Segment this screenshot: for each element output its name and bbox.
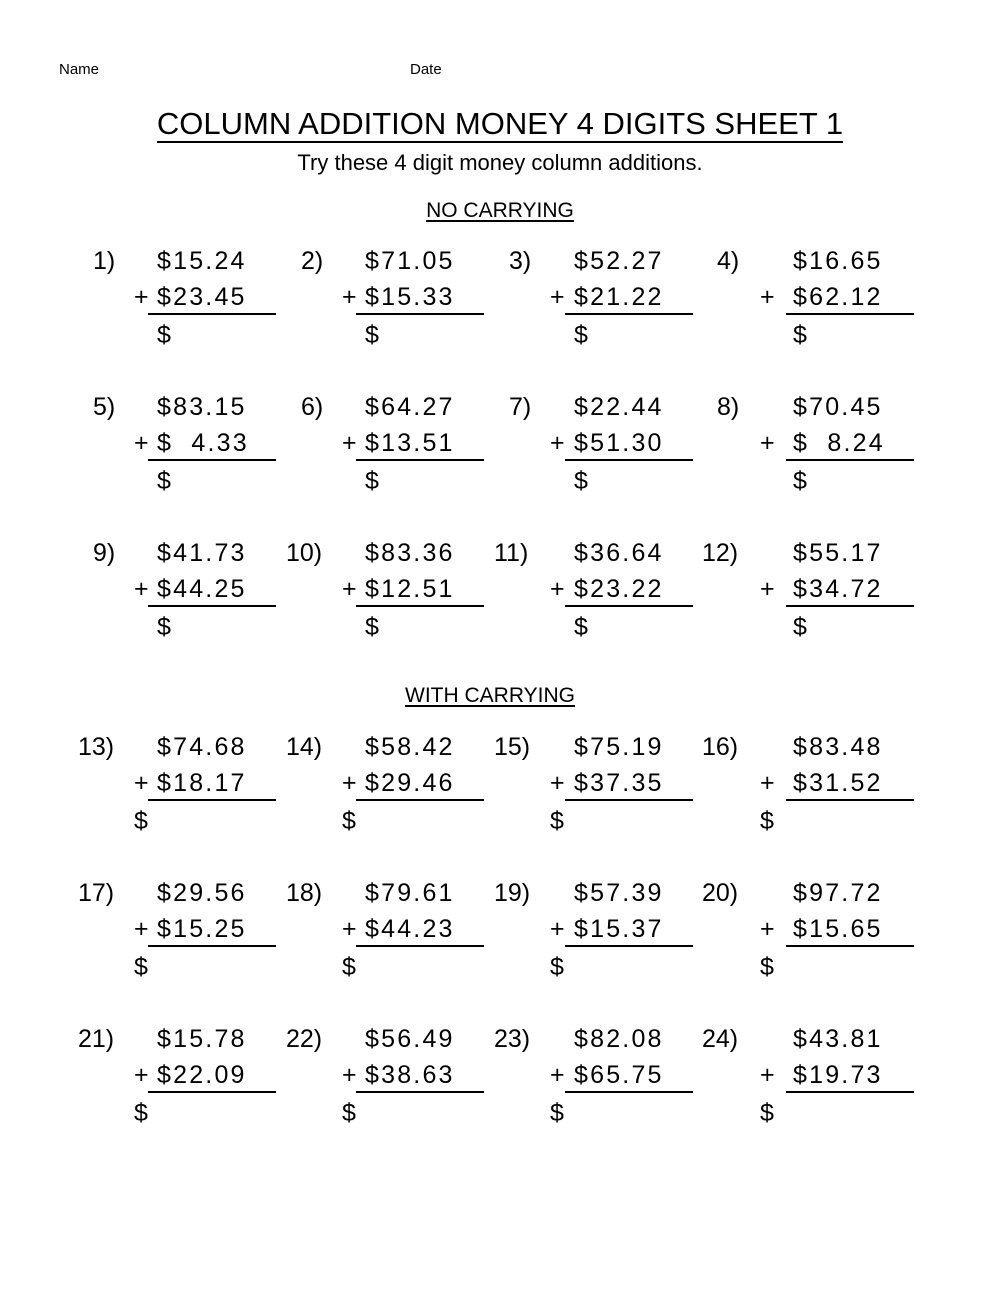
addend-bottom: $15.37 (574, 915, 664, 943)
answer-dollar-sign: $ (574, 321, 588, 349)
problem-number: 23) (494, 1025, 531, 1053)
answer-dollar-sign: $ (550, 1099, 564, 1127)
problem-number: 1) (93, 247, 116, 275)
addend-bottom: $22.09 (157, 1061, 247, 1089)
addend-bottom: $13.51 (365, 429, 455, 457)
answer-line (786, 605, 914, 607)
plus-sign: + (760, 283, 775, 311)
addend-bottom: $37.35 (574, 769, 664, 797)
plus-sign: + (134, 915, 149, 943)
plus-sign: + (134, 1061, 149, 1089)
answer-line (148, 459, 276, 461)
addend-bottom: $18.17 (157, 769, 247, 797)
addend-bottom: $34.72 (793, 575, 883, 603)
addend-bottom: $29.46 (365, 769, 455, 797)
addend-top: $75.19 (574, 733, 664, 761)
answer-line (148, 945, 276, 947)
answer-line (356, 799, 484, 801)
problem-number: 2) (301, 247, 324, 275)
problem-number: 10) (286, 539, 323, 567)
answer-dollar-sign: $ (365, 467, 379, 495)
plus-sign: + (134, 283, 149, 311)
problem-number: 19) (494, 879, 531, 907)
addend-top: $43.81 (793, 1025, 883, 1053)
answer-dollar-sign: $ (760, 807, 774, 835)
answer-line (565, 605, 693, 607)
answer-dollar-sign: $ (574, 467, 588, 495)
answer-line (786, 459, 914, 461)
problem-number: 12) (702, 539, 739, 567)
answer-dollar-sign: $ (793, 321, 807, 349)
answer-dollar-sign: $ (157, 467, 171, 495)
answer-line (356, 313, 484, 315)
problem-number: 24) (702, 1025, 739, 1053)
addend-bottom: $15.33 (365, 283, 455, 311)
answer-line (786, 799, 914, 801)
addend-top: $22.44 (574, 393, 664, 421)
addend-top: $29.56 (157, 879, 247, 907)
addend-bottom: $51.30 (574, 429, 664, 457)
answer-line (148, 605, 276, 607)
answer-line (565, 459, 693, 461)
plus-sign: + (342, 1061, 357, 1089)
answer-dollar-sign: $ (760, 1099, 774, 1127)
addend-bottom: $15.25 (157, 915, 247, 943)
addend-top: $97.72 (793, 879, 883, 907)
answer-dollar-sign: $ (760, 953, 774, 981)
addend-bottom: $62.12 (793, 283, 883, 311)
addend-top: $15.24 (157, 247, 247, 275)
answer-line (356, 1091, 484, 1093)
name-label: Name (59, 61, 100, 78)
section-heading-no-carrying: NO CARRYING (426, 199, 574, 222)
section-heading-with-carrying: WITH CARRYING (405, 684, 575, 707)
addend-top: $70.45 (793, 393, 883, 421)
answer-line (148, 799, 276, 801)
addend-top: $82.08 (574, 1025, 664, 1053)
problem-number: 9) (93, 539, 116, 567)
answer-line (565, 799, 693, 801)
addend-top: $52.27 (574, 247, 664, 275)
answer-dollar-sign: $ (157, 613, 171, 641)
answer-line (565, 313, 693, 315)
plus-sign: + (134, 429, 149, 457)
problem-number: 20) (702, 879, 739, 907)
problem-number: 21) (78, 1025, 115, 1053)
addend-top: $55.17 (793, 539, 883, 567)
plus-sign: + (550, 1061, 565, 1089)
addend-top: $74.68 (157, 733, 247, 761)
plus-sign: + (550, 915, 565, 943)
answer-dollar-sign: $ (550, 807, 564, 835)
plus-sign: + (760, 1061, 775, 1089)
page-title: COLUMN ADDITION MONEY 4 DIGITS SHEET 1 (156, 106, 844, 141)
plus-sign: + (342, 429, 357, 457)
plus-sign: + (550, 283, 565, 311)
answer-dollar-sign: $ (574, 613, 588, 641)
answer-line (148, 1091, 276, 1093)
addend-bottom: $38.63 (365, 1061, 455, 1089)
plus-sign: + (760, 915, 775, 943)
addend-bottom: $31.52 (793, 769, 883, 797)
addend-top: $83.15 (157, 393, 247, 421)
addend-top: $58.42 (365, 733, 455, 761)
answer-dollar-sign: $ (134, 953, 148, 981)
answer-dollar-sign: $ (342, 807, 356, 835)
addend-top: $64.27 (365, 393, 455, 421)
addend-top: $57.39 (574, 879, 664, 907)
problem-number: 6) (301, 393, 324, 421)
addend-top: $83.48 (793, 733, 883, 761)
plus-sign: + (342, 283, 357, 311)
answer-dollar-sign: $ (157, 321, 171, 349)
addend-top: $79.61 (365, 879, 455, 907)
answer-line (786, 1091, 914, 1093)
answer-dollar-sign: $ (342, 953, 356, 981)
page-subtitle: Try these 4 digit money column additions. (297, 150, 703, 175)
answer-line (148, 313, 276, 315)
problem-number: 16) (702, 733, 739, 761)
problem-number: 8) (717, 393, 740, 421)
problem-number: 3) (509, 247, 532, 275)
plus-sign: + (134, 769, 149, 797)
plus-sign: + (134, 575, 149, 603)
answer-dollar-sign: $ (365, 613, 379, 641)
plus-sign: + (760, 429, 775, 457)
answer-line (356, 605, 484, 607)
problem-number: 15) (494, 733, 531, 761)
answer-dollar-sign: $ (134, 807, 148, 835)
problem-number: 4) (717, 247, 740, 275)
problem-number: 14) (286, 733, 323, 761)
addend-bottom: $ 4.33 (157, 429, 249, 457)
plus-sign: + (760, 769, 775, 797)
addend-bottom: $44.25 (157, 575, 247, 603)
addend-bottom: $23.22 (574, 575, 664, 603)
plus-sign: + (550, 429, 565, 457)
answer-dollar-sign: $ (134, 1099, 148, 1127)
addend-bottom: $ 8.24 (793, 429, 885, 457)
addend-top: $16.65 (793, 247, 883, 275)
plus-sign: + (550, 769, 565, 797)
answer-line (786, 313, 914, 315)
problem-number: 7) (509, 393, 532, 421)
addend-bottom: $44.23 (365, 915, 455, 943)
addend-bottom: $21.22 (574, 283, 664, 311)
answer-dollar-sign: $ (793, 613, 807, 641)
problem-number: 11) (494, 539, 529, 567)
plus-sign: + (342, 915, 357, 943)
addend-top: $56.49 (365, 1025, 455, 1053)
answer-dollar-sign: $ (550, 953, 564, 981)
problem-number: 22) (286, 1025, 323, 1053)
addend-top: $36.64 (574, 539, 664, 567)
answer-dollar-sign: $ (342, 1099, 356, 1127)
answer-line (565, 945, 693, 947)
addend-bottom: $12.51 (365, 575, 455, 603)
addend-top: $83.36 (365, 539, 455, 567)
problem-number: 18) (286, 879, 323, 907)
addend-bottom: $23.45 (157, 283, 247, 311)
answer-dollar-sign: $ (365, 321, 379, 349)
problem-number: 13) (78, 733, 115, 761)
plus-sign: + (760, 575, 775, 603)
plus-sign: + (342, 575, 357, 603)
date-label: Date (410, 61, 442, 78)
problem-number: 5) (93, 393, 116, 421)
addend-top: $15.78 (157, 1025, 247, 1053)
plus-sign: + (342, 769, 357, 797)
addend-top: $71.05 (365, 247, 455, 275)
answer-line (786, 945, 914, 947)
addend-bottom: $19.73 (793, 1061, 883, 1089)
addend-bottom: $65.75 (574, 1061, 664, 1089)
addend-top: $41.73 (157, 539, 247, 567)
addend-bottom: $15.65 (793, 915, 883, 943)
problem-number: 17) (78, 879, 115, 907)
answer-line (356, 459, 484, 461)
plus-sign: + (550, 575, 565, 603)
answer-line (356, 945, 484, 947)
answer-dollar-sign: $ (793, 467, 807, 495)
answer-line (565, 1091, 693, 1093)
